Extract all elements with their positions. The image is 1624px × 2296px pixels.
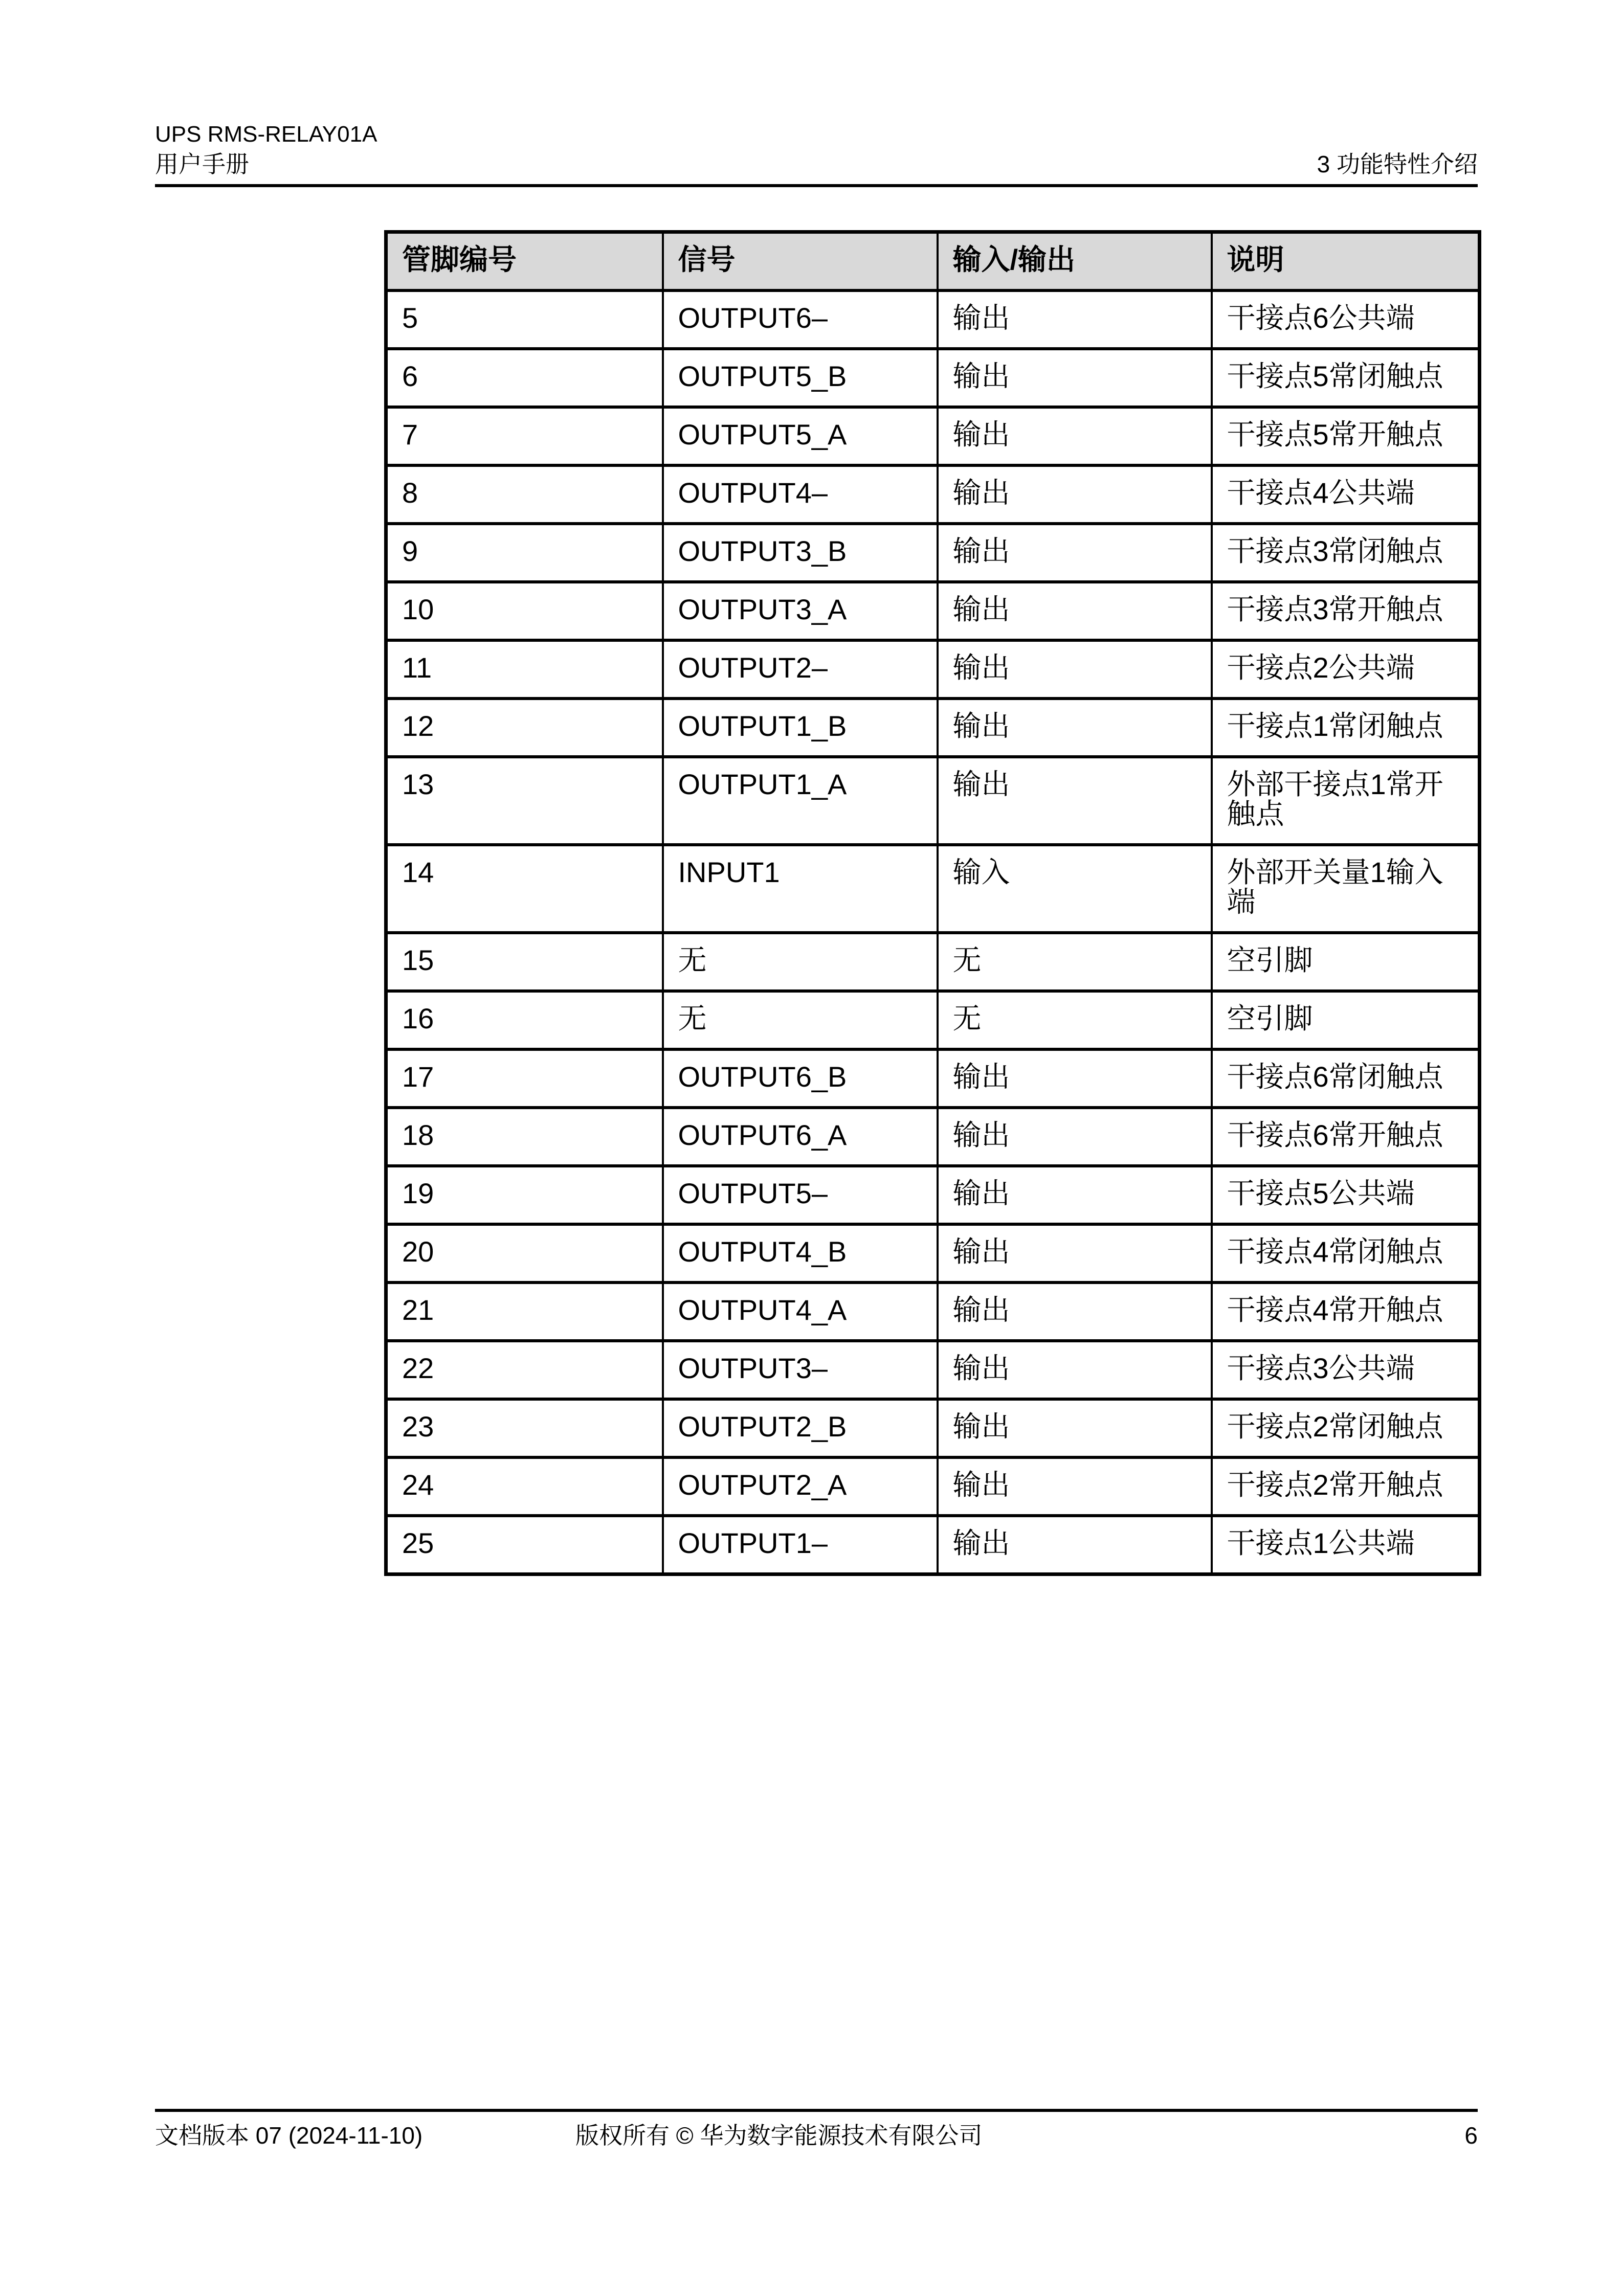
cell-signal: OUTPUT3_A xyxy=(663,582,938,640)
cell-io: 输出 xyxy=(938,1166,1212,1224)
cell-description: 干接点3常开触点 xyxy=(1212,582,1480,640)
cell-io: 输出 xyxy=(938,1282,1212,1341)
chapter-title: 3 功能特性介绍 xyxy=(1317,151,1478,177)
cell-io: 输出 xyxy=(938,1341,1212,1399)
cell-pin: 21 xyxy=(386,1282,663,1341)
doc-type-label: 用户手册 xyxy=(155,151,249,177)
cell-pin: 25 xyxy=(386,1516,663,1574)
copyright-notice: 版权所有 © 华为数字能源技术有限公司 xyxy=(575,2122,983,2149)
cell-io: 无 xyxy=(938,933,1212,991)
cell-io: 输出 xyxy=(938,640,1212,699)
cell-description: 空引脚 xyxy=(1212,933,1480,991)
cell-io: 输出 xyxy=(938,1224,1212,1282)
cell-description: 干接点2公共端 xyxy=(1212,640,1480,699)
cell-description: 干接点6常开触点 xyxy=(1212,1108,1480,1166)
cell-pin: 12 xyxy=(386,699,663,757)
cell-signal: OUTPUT6– xyxy=(663,290,938,349)
column-header-io: 输入/输出 xyxy=(938,232,1212,291)
cell-description: 干接点2常闭触点 xyxy=(1212,1399,1480,1457)
cell-io: 输出 xyxy=(938,407,1212,465)
table-row xyxy=(386,1341,1480,1399)
cell-pin: 14 xyxy=(386,845,663,933)
cell-description: 干接点6公共端 xyxy=(1212,290,1480,349)
table-row xyxy=(386,290,1480,349)
cell-io: 输出 xyxy=(938,1457,1212,1516)
cell-signal: OUTPUT4_B xyxy=(663,1224,938,1282)
table-row xyxy=(386,933,1480,991)
cell-io: 输出 xyxy=(938,524,1212,582)
cell-io: 输出 xyxy=(938,757,1212,845)
table-row xyxy=(386,757,1480,845)
product-title: UPS RMS-RELAY01A xyxy=(155,122,377,147)
header-rule xyxy=(155,184,1478,187)
cell-description: 干接点2常开触点 xyxy=(1212,1457,1480,1516)
table-head xyxy=(386,232,1480,291)
table-row xyxy=(386,991,1480,1049)
doc-version: 文档版本 07 (2024-11-10) xyxy=(155,2122,423,2149)
table-row xyxy=(386,1108,1480,1166)
cell-pin: 13 xyxy=(386,757,663,845)
cell-signal: OUTPUT6_A xyxy=(663,1108,938,1166)
cell-description: 干接点4常开触点 xyxy=(1212,1282,1480,1341)
cell-pin: 5 xyxy=(386,290,663,349)
cell-signal: 无 xyxy=(663,933,938,991)
column-header-pin: 管脚编号 xyxy=(386,232,663,291)
cell-pin: 24 xyxy=(386,1457,663,1516)
cell-signal: OUTPUT4_A xyxy=(663,1282,938,1341)
cell-description: 外部干接点1常开触点 xyxy=(1212,757,1480,845)
cell-io: 输出 xyxy=(938,465,1212,524)
cell-pin: 17 xyxy=(386,1049,663,1108)
cell-signal: OUTPUT1_A xyxy=(663,757,938,845)
table-row xyxy=(386,582,1480,640)
cell-pin: 20 xyxy=(386,1224,663,1282)
column-header-description: 说明 xyxy=(1212,232,1480,291)
cell-signal: OUTPUT5– xyxy=(663,1166,938,1224)
cell-io: 输出 xyxy=(938,1516,1212,1574)
cell-pin: 18 xyxy=(386,1108,663,1166)
table-row xyxy=(386,640,1480,699)
cell-signal: OUTPUT1– xyxy=(663,1516,938,1574)
page-footer xyxy=(155,2109,1478,2149)
cell-pin: 11 xyxy=(386,640,663,699)
cell-io: 输出 xyxy=(938,290,1212,349)
table-row xyxy=(386,524,1480,582)
table-row xyxy=(386,1457,1480,1516)
table-row xyxy=(386,1399,1480,1457)
cell-signal: OUTPUT5_B xyxy=(663,349,938,407)
cell-io: 无 xyxy=(938,991,1212,1049)
cell-description: 干接点5公共端 xyxy=(1212,1166,1480,1224)
table-row xyxy=(386,349,1480,407)
table-row xyxy=(386,699,1480,757)
pin-table-body xyxy=(386,290,1480,1574)
cell-pin: 6 xyxy=(386,349,663,407)
cell-signal: OUTPUT3_B xyxy=(663,524,938,582)
table-header-row xyxy=(386,232,1480,291)
column-header-signal: 信号 xyxy=(663,232,938,291)
page-header xyxy=(155,120,1478,187)
table-row xyxy=(386,1516,1480,1574)
cell-pin: 9 xyxy=(386,524,663,582)
cell-io: 输出 xyxy=(938,1049,1212,1108)
cell-description: 外部开关量1输入端 xyxy=(1212,845,1480,933)
cell-pin: 16 xyxy=(386,991,663,1049)
table-row xyxy=(386,465,1480,524)
cell-signal: OUTPUT2_A xyxy=(663,1457,938,1516)
cell-description: 干接点3公共端 xyxy=(1212,1341,1480,1399)
cell-pin: 22 xyxy=(386,1341,663,1399)
cell-description: 干接点4常闭触点 xyxy=(1212,1224,1480,1282)
cell-io: 输出 xyxy=(938,1108,1212,1166)
cell-signal: 无 xyxy=(663,991,938,1049)
table-row xyxy=(386,1049,1480,1108)
cell-signal: OUTPUT3– xyxy=(663,1341,938,1399)
cell-signal: OUTPUT4– xyxy=(663,465,938,524)
pin-definition-table xyxy=(384,230,1481,1576)
cell-description: 干接点5常开触点 xyxy=(1212,407,1480,465)
table-row xyxy=(386,1166,1480,1224)
cell-pin: 8 xyxy=(386,465,663,524)
cell-pin: 15 xyxy=(386,933,663,991)
cell-signal: OUTPUT5_A xyxy=(663,407,938,465)
cell-pin: 7 xyxy=(386,407,663,465)
cell-description: 干接点6常闭触点 xyxy=(1212,1049,1480,1108)
cell-description: 干接点4公共端 xyxy=(1212,465,1480,524)
cell-description: 空引脚 xyxy=(1212,991,1480,1049)
table-row xyxy=(386,845,1480,933)
cell-description: 干接点3常闭触点 xyxy=(1212,524,1480,582)
cell-signal: OUTPUT2– xyxy=(663,640,938,699)
cell-io: 输入 xyxy=(938,845,1212,933)
cell-description: 干接点1公共端 xyxy=(1212,1516,1480,1574)
cell-signal: OUTPUT6_B xyxy=(663,1049,938,1108)
cell-io: 输出 xyxy=(938,699,1212,757)
cell-io: 输出 xyxy=(938,349,1212,407)
page-number: 6 xyxy=(1464,2122,1478,2149)
cell-pin: 19 xyxy=(386,1166,663,1224)
table-row xyxy=(386,1224,1480,1282)
cell-description: 干接点1常闭触点 xyxy=(1212,699,1480,757)
cell-signal: OUTPUT2_B xyxy=(663,1399,938,1457)
table-row xyxy=(386,407,1480,465)
cell-io: 输出 xyxy=(938,1399,1212,1457)
cell-signal: INPUT1 xyxy=(663,845,938,933)
cell-description: 干接点5常闭触点 xyxy=(1212,349,1480,407)
cell-pin: 10 xyxy=(386,582,663,640)
cell-signal: OUTPUT1_B xyxy=(663,699,938,757)
cell-io: 输出 xyxy=(938,582,1212,640)
cell-pin: 23 xyxy=(386,1399,663,1457)
table-row xyxy=(386,1282,1480,1341)
